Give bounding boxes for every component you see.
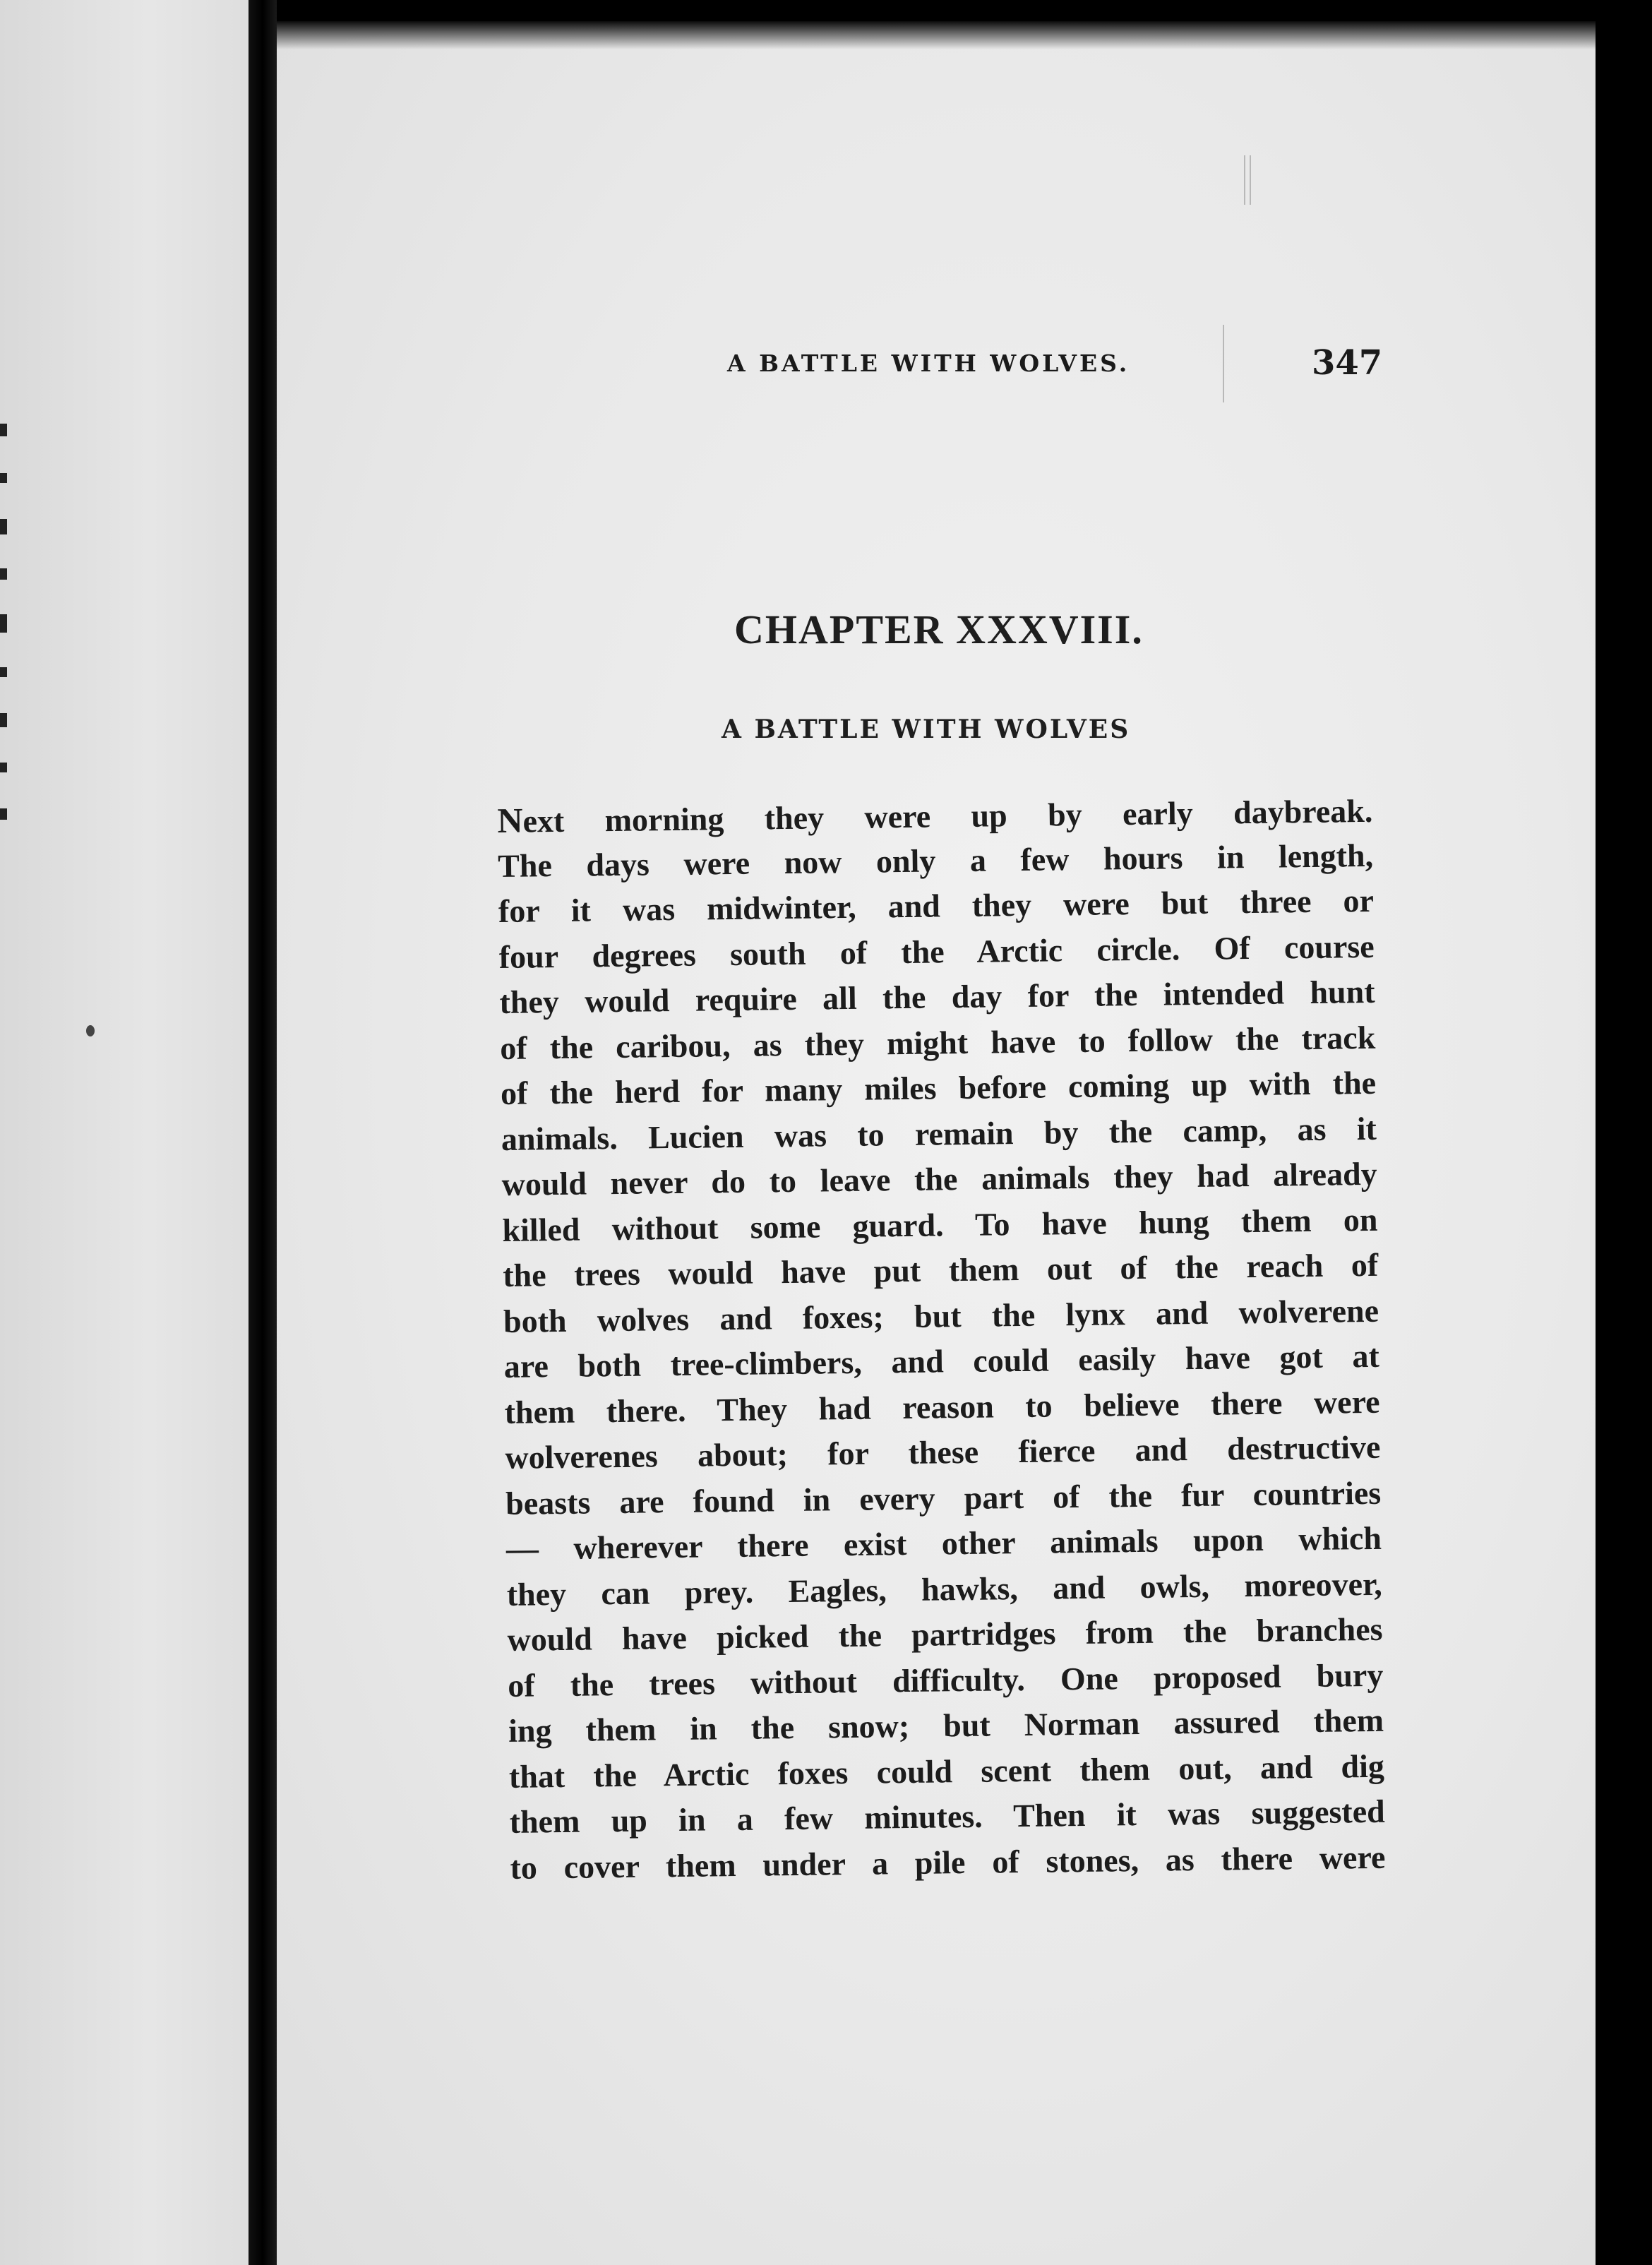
page-mark [1244,155,1245,205]
scan-border-top [277,0,1652,49]
text-line: The days were now only a few hours in length, [497,837,1374,884]
page-number: 347 [1312,343,1383,383]
text-line: are both tree-climbers, and could easily have got at [503,1337,1380,1385]
text-line: of the trees without difficulty. One proposed bury [508,1656,1384,1704]
text-line: animals. Lucien was to remain by the camp, as it [501,1110,1377,1157]
scan-border-right [1596,0,1652,2265]
text-line: them there. They had reason to believe there were [504,1383,1380,1430]
text-line: both wolves and foxes; but the lynx and wolverene [503,1292,1379,1339]
page-mark [1250,155,1251,205]
text-line: would have picked the partridges from the branches [507,1610,1383,1658]
text-line: killed without some guard. To have hung them on [502,1201,1378,1248]
running-head: A BATTLE WITH WOLVES. [727,349,1130,377]
chapter-title: CHAPTER XXXVIII. [734,606,1144,652]
ink-speck [86,1025,95,1036]
text-line: would never do to leave the animals they had already [501,1155,1377,1202]
text-line: for it was midwinter, and they were but three or [498,882,1375,929]
text-line: they would require all the day for the intended hunt [499,973,1375,1020]
page-mark [1223,325,1224,402]
text-line: the trees would have put them out of the reach of [502,1246,1379,1293]
text-line: of the herd for many miles before coming up with the [500,1064,1377,1111]
text-line: them up in a few minutes. Then it was suggested [509,1793,1385,1840]
text-line: beasts are found in every part of the fur countries [505,1474,1382,1522]
facing-page-edge [0,0,249,2265]
text-line: to cover them under a pile of stones, as there were [510,1839,1386,1886]
facing-page-text-fragments [0,424,10,861]
text-line: of the caribou, as they might have to follow the track [500,1019,1376,1066]
text-line: — wherever there exist other animals upon which [505,1519,1382,1567]
text-line: four degrees south of the Arctic circle. Of course [498,928,1375,975]
text-line: wolverenes about; for these fierce and destructive [505,1428,1381,1476]
body-paragraph [497,787,1386,1891]
text-line: Next morning they were up by early daybreak. [497,792,1373,840]
text-line: that the Arctic foxes could scent them out, and dig [508,1747,1385,1795]
text-line: ing them in the snow; but Norman assured them [508,1702,1384,1749]
chapter-subtitle: A BATTLE WITH WOLVES [722,715,1131,744]
text-line: they can prey. Eagles, hawks, and owls, moreover, [506,1565,1382,1613]
book-gutter [249,0,277,2265]
